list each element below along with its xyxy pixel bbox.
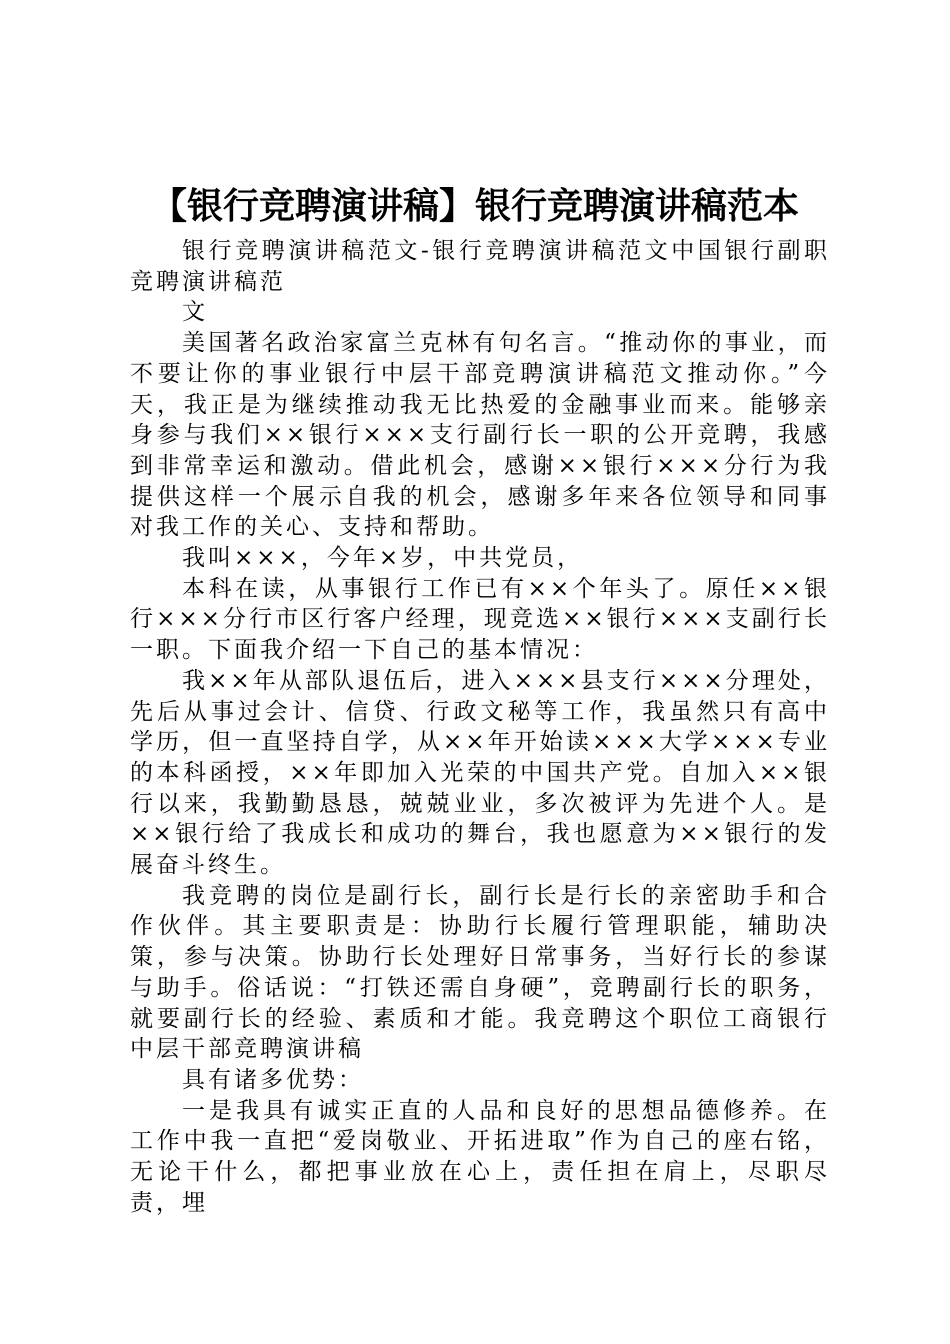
paragraph: 美国著名政治家富兰克林有句名言。“推动你的事业，而不要让你的事业银行中层干部竞聘演讲稿范文推动你。”今天，我正是为继续推动我无比热爱的金融事业而来。能够亲身参与我们××银行×××支行副行长一职的公开竞聘，我感到非常幸运和激动。借此机会，感谢××银行×××分行为我提供这样一个展示自我的机会，感谢多年来各位领导和同事对我工作的关心、支持和帮助。	[130, 330, 830, 541]
paragraph: 文	[182, 299, 208, 326]
paragraph: 一是我具有诚实正直的人品和良好的思想品德修养。在工作中我一直把“爱岗敬业、开拓进取”作为自己的座右铭，无论干什么，都把事业放在心上，责任担在肩上，尽职尽责，埋	[130, 1097, 830, 1216]
paragraph: 本科在读，从事银行工作已有××个年头了。原任××银行×××分行市区行客户经理，现竞选××银行×××支副行长一职。下面我介绍一下自己的基本情况：	[130, 575, 830, 664]
paragraph: 我××年从部队退伍后，进入×××县支行×××分理处，先后从事过会计、信贷、行政文秘等工作，我虽然只有高中学历，但一直坚持自学，从××年开始读×××大学×××专业的本科函授，××年即加入光荣的中国共产党。自加入××银行以来，我勤勤恳恳，兢兢业业，多次被评为先进个人。是××银行给了我成长和成功的舞台，我也愿意为××银行的发展奋斗终生。	[130, 667, 830, 879]
paragraph: 银行竞聘演讲稿范文-银行竞聘演讲稿范文中国银行副职竞聘演讲稿范	[130, 238, 830, 295]
paragraph: 我叫×××，今年×岁，中共党员，	[182, 545, 584, 572]
paragraph: 具有诸多优势：	[182, 1066, 364, 1093]
document-body	[130, 236, 830, 1219]
document-title: 【银行竞聘演讲稿】银行竞聘演讲稿范本	[150, 186, 799, 227]
paragraph: 我竞聘的岗位是副行长，副行长是行长的亲密助手和合作伙伴。其主要职责是：协助行长履行管理职能，辅助决策，参与决策。协助行长处理好日常事务，当好行长的参谋与助手。俗话说：“打铁还需自身硬”，竞聘副行长的职务，就要副行长的经验、素质和才能。我竞聘这个职位工商银行中层干部竞聘演讲稿	[130, 882, 830, 1063]
